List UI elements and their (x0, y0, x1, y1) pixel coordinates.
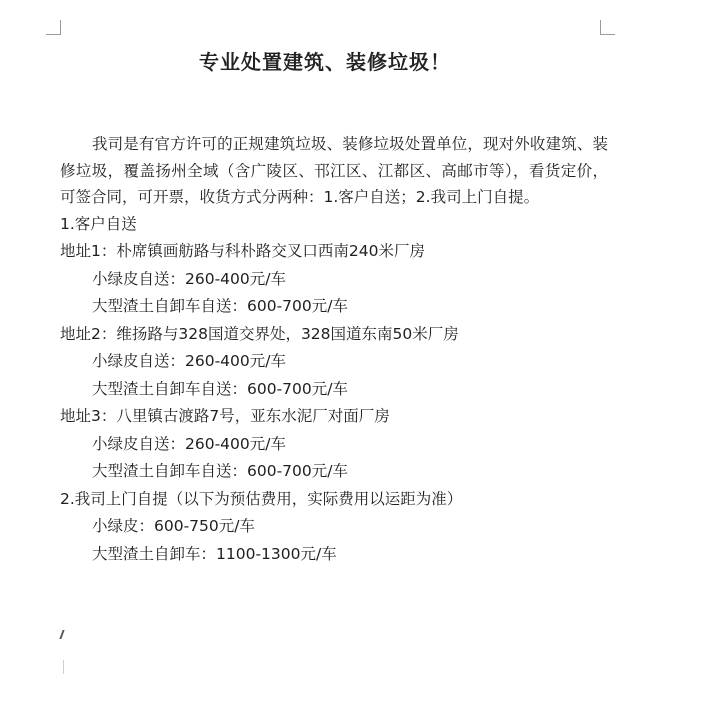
window-edge (676, 0, 703, 703)
intro-paragraph[interactable]: 我司是有官方许可的正规建筑垃圾、装修垃圾处置单位，现对外收建筑、装修垃圾，覆盖扬州全域（含广陵区、邗江区、江都区、高邮市等），看货定价，可签合同，可开票，收货方式分两种：1.客户自送；2.我司上门自提。 (60, 135, 608, 206)
address-2-line[interactable]: 地址2：维扬路与328国道交界处，328国道东南50米厂房 (60, 324, 459, 343)
text-caret (63, 660, 64, 674)
pickup-large-truck-price[interactable]: 大型渣土自卸车：1100-1300元/车 (92, 544, 337, 563)
address-3-large-truck-price[interactable]: 大型渣土自卸车自送：600-700元/车 (92, 462, 348, 480)
address-3-line[interactable]: 地址3：八里镇古渡路7号，亚东水泥厂对面厂房 (60, 407, 390, 425)
pickup-small-truck-price[interactable]: 小绿皮：600-750元/车 (92, 517, 255, 535)
address-2-small-truck-price[interactable]: 小绿皮自送：260-400元/车 (92, 352, 286, 370)
document-title[interactable]: 专业处置建筑、装修垃圾！ (199, 50, 451, 74)
page-corner-mark-top-left (46, 20, 61, 35)
address-1-line[interactable]: 地址1：朴席镇画舫路与科朴路交叉口西南240米厂房 (60, 242, 425, 260)
address-1-small-truck-price[interactable]: 小绿皮自送：260-400元/车 (92, 269, 286, 288)
address-2-large-truck-price[interactable]: 大型渣土自卸车自送：600-700元/车 (92, 379, 348, 398)
document-body[interactable] (60, 131, 608, 568)
section2-heading[interactable]: 2.我司上门自提（以下为预估费用，实际费用以运距为准） (60, 489, 463, 508)
text-cursor-mark (61, 630, 69, 640)
page-corner-mark-top-right (600, 20, 615, 35)
address-3-small-truck-price[interactable]: 小绿皮自送：260-400元/车 (92, 434, 286, 453)
section1-heading[interactable]: 1.客户自送 (60, 214, 137, 233)
address-1-large-truck-price[interactable]: 大型渣土自卸车自送：600-700元/车 (92, 297, 348, 315)
